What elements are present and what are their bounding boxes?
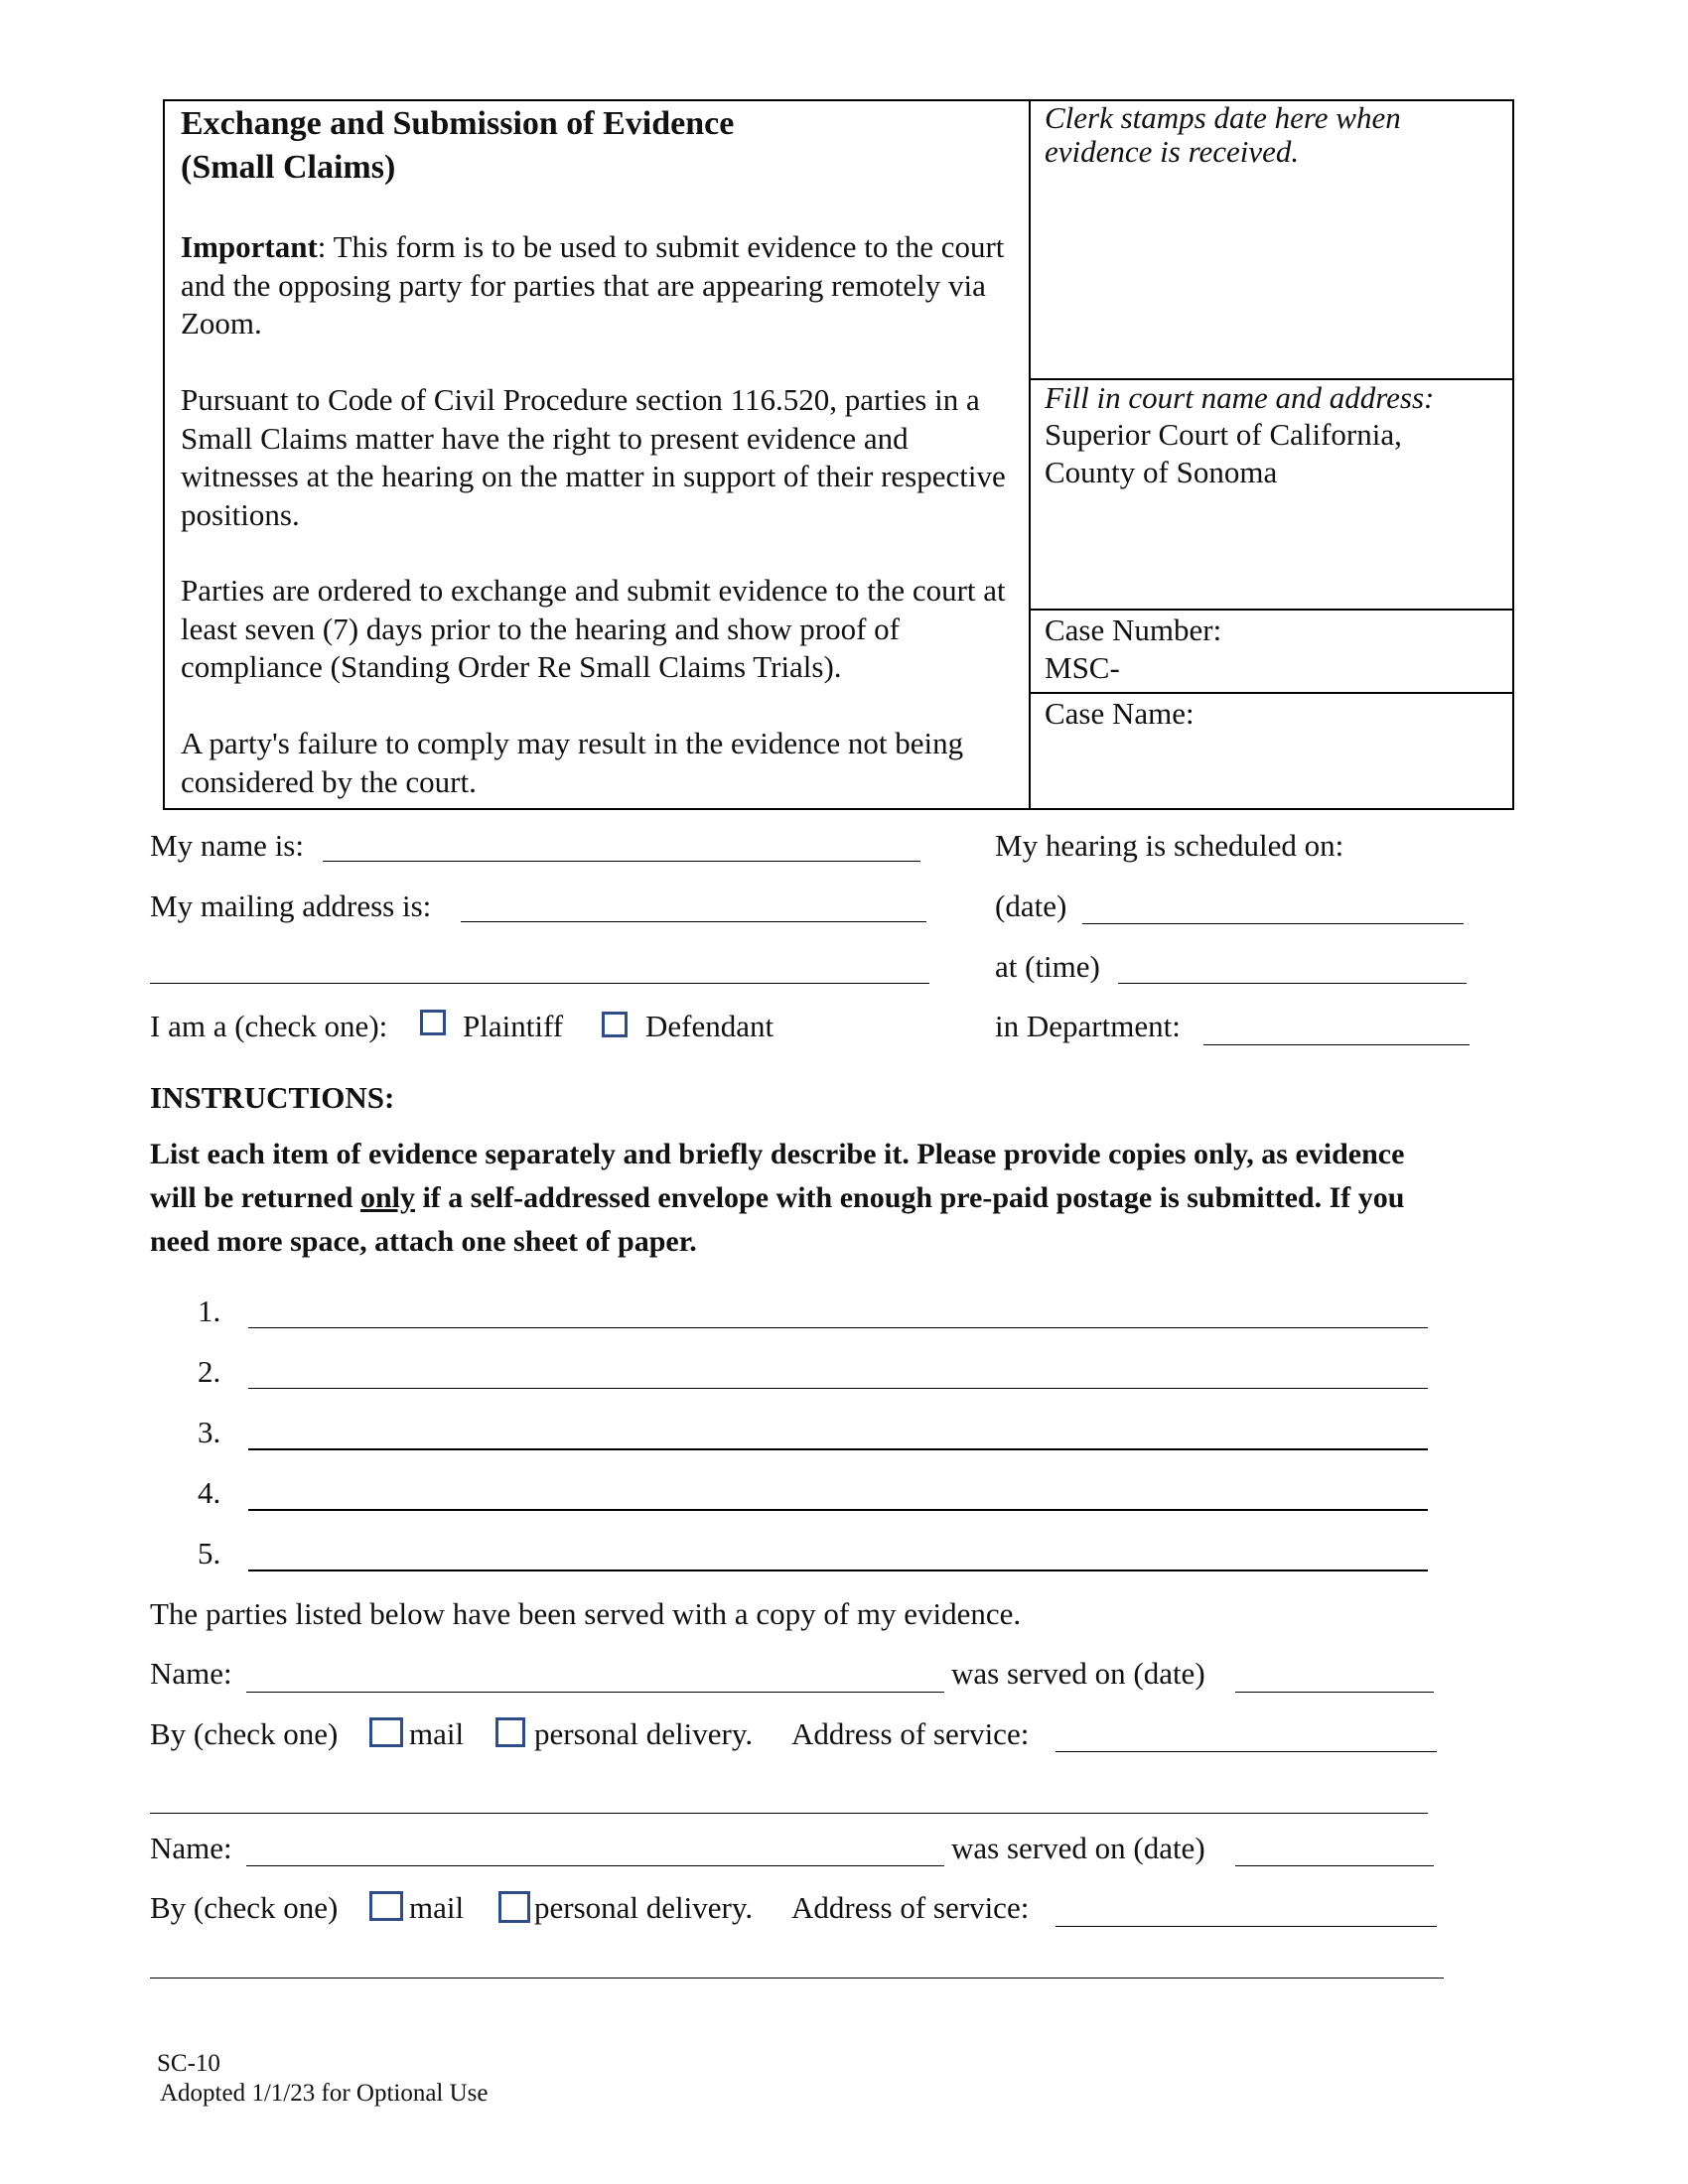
by-label-1: By (check one)	[150, 1716, 339, 1751]
evidence-item-field-4[interactable]	[248, 1509, 1428, 1511]
mailing-address-label: My mailing address is:	[150, 888, 432, 923]
mail-label-2: mail	[409, 1890, 465, 1925]
department-field[interactable]	[1203, 1044, 1470, 1045]
clerk-stamp-area: Clerk stamps date here when evidence is received.	[1045, 100, 1401, 169]
by-label-2: By (check one)	[150, 1890, 339, 1925]
mail-label-1: mail	[409, 1716, 465, 1751]
service-intro: The parties listed below have been served with a copy of my evidence.	[150, 1596, 1022, 1631]
hearing-time-label: at (time)	[995, 949, 1100, 984]
instructions-text-part1: List each item of evidence separately and briefly describe it. Please provide copies only, as evidence will be returned	[150, 1138, 1405, 1214]
evidence-item-number-4: 4.	[198, 1475, 221, 1510]
instructions-text-part2: if a self-addressed envelope with enough pre-paid postage is submitted. If you need more space, attach one sheet of paper.	[150, 1181, 1405, 1258]
form-number: SC-10	[157, 2050, 220, 2077]
important-note	[181, 228, 1015, 343]
adopted-note: Adopted 1/1/23 for Optional Use	[160, 2080, 489, 2107]
served-date-field-2[interactable]	[1235, 1865, 1434, 1866]
address-of-service-field-2b[interactable]	[150, 1978, 1444, 1979]
court-label: Fill in court name and address:	[1045, 380, 1435, 415]
hearing-time-field[interactable]	[1118, 983, 1467, 984]
evidence-item-number-3: 3.	[198, 1415, 221, 1449]
rights-paragraph: Pursuant to Code of Civil Procedure section 116.520, parties in a Small Claims matter have the right to present evidence and witnesses at the hearing on the matter in support of their respective positions.	[181, 382, 1006, 532]
evidence-item-field-5[interactable]	[248, 1570, 1428, 1571]
order-paragraph: Parties are ordered to exchange and submit evidence to the court at least seven (7) days prior to the hearing and show proof of compliance (Standing Order Re Small Claims Trials).	[181, 573, 1006, 684]
form-title-line2: (Small Claims)	[181, 149, 396, 186]
instructions-heading: INSTRUCTIONS:	[150, 1080, 395, 1115]
case-name-label: Case Name:	[1045, 696, 1195, 731]
served-name-field-2[interactable]	[246, 1865, 944, 1866]
failure-paragraph: A party's failure to comply may result in the evidence not being considered by the court.	[181, 726, 964, 799]
form-title-line1: Exchange and Submission of Evidence	[181, 105, 735, 142]
important-label: Important	[181, 229, 318, 264]
hearing-date-field[interactable]	[1082, 923, 1464, 924]
case-number-label: Case Number:	[1045, 613, 1222, 647]
evidence-item-field-1[interactable]	[248, 1327, 1428, 1328]
evidence-item-field-3[interactable]	[248, 1448, 1428, 1450]
defendant-label: Defendant	[645, 1009, 774, 1043]
address-of-service-field-1b[interactable]	[150, 1813, 1428, 1814]
served-date-field-1[interactable]	[1235, 1692, 1434, 1693]
mailing-address-field-1[interactable]	[461, 921, 926, 922]
personal-delivery-label-2: personal delivery.	[534, 1890, 754, 1925]
evidence-item-number-5: 5.	[198, 1536, 221, 1570]
name-label: My name is:	[150, 828, 304, 863]
court-name-line1: Superior Court of California,	[1045, 417, 1402, 452]
court-name-line2: County of Sonoma	[1045, 455, 1278, 489]
served-name-field-1[interactable]	[246, 1692, 944, 1693]
plaintiff-checkbox[interactable]	[420, 1010, 446, 1035]
served-name-label-1: Name:	[150, 1656, 232, 1691]
address-of-service-label-2: Address of service:	[791, 1890, 1030, 1925]
personal-delivery-checkbox-2[interactable]	[498, 1891, 530, 1923]
address-of-service-field-1[interactable]	[1055, 1751, 1437, 1752]
evidence-item-field-2[interactable]	[248, 1388, 1428, 1389]
evidence-item-number-2: 2.	[198, 1354, 221, 1389]
clerk-divider-3	[1029, 692, 1514, 694]
instructions-underlined: only	[359, 1181, 415, 1214]
instructions-text	[150, 1133, 1441, 1264]
plaintiff-label: Plaintiff	[463, 1009, 564, 1043]
role-label: I am a (check one):	[150, 1009, 388, 1043]
important-text: : This form is to be used to submit evidence to the court and the opposing party for parties that are appearing remotely via Zoom.	[181, 229, 1005, 341]
served-on-label-2: was served on (date)	[951, 1831, 1205, 1865]
personal-delivery-label-1: personal delivery.	[534, 1716, 754, 1751]
served-on-label-1: was served on (date)	[951, 1656, 1205, 1691]
mailing-address-field-2[interactable]	[150, 983, 929, 984]
department-label: in Department:	[995, 1009, 1181, 1043]
case-number-value[interactable]: MSC-	[1045, 650, 1120, 685]
name-field[interactable]	[323, 861, 920, 862]
defendant-checkbox[interactable]	[602, 1012, 628, 1037]
evidence-item-number-1: 1.	[198, 1294, 221, 1328]
clerk-divider-2	[1029, 609, 1514, 611]
served-name-label-2: Name:	[150, 1831, 232, 1865]
form-title	[181, 102, 1015, 190]
address-of-service-label-1: Address of service:	[791, 1716, 1030, 1751]
mail-checkbox-2[interactable]	[369, 1891, 403, 1921]
mail-checkbox-1[interactable]	[369, 1717, 403, 1747]
address-of-service-field-2[interactable]	[1055, 1926, 1437, 1927]
header-divider	[1029, 99, 1031, 810]
personal-delivery-checkbox-1[interactable]	[495, 1717, 525, 1747]
hearing-date-label: (date)	[995, 888, 1067, 923]
hearing-label: My hearing is scheduled on:	[995, 828, 1344, 863]
